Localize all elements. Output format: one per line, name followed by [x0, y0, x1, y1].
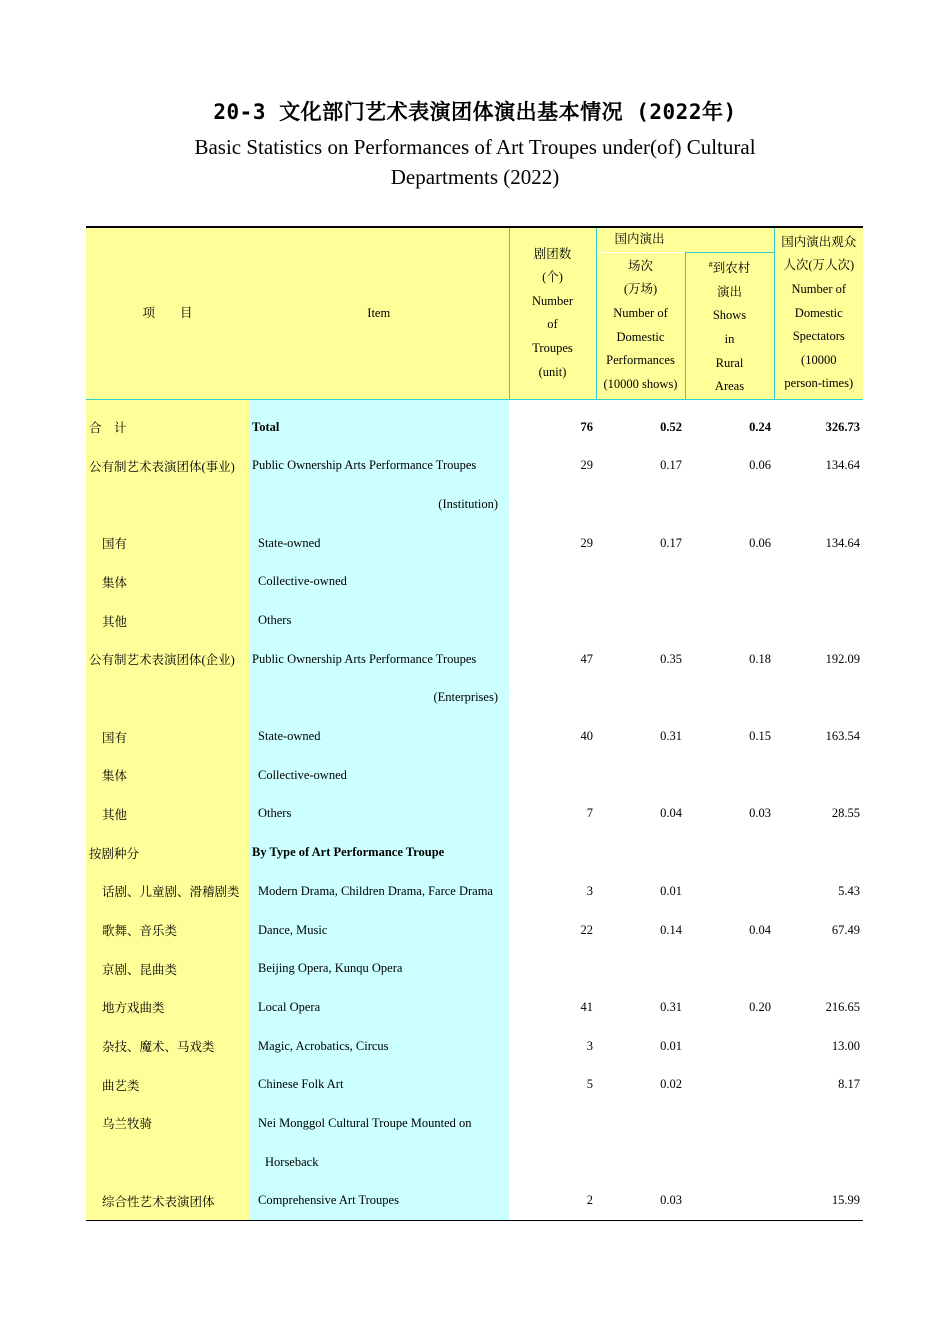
header-troupes-line: 剧团数 [533, 246, 572, 261]
table-row [86, 872, 863, 911]
spectators-cell: 15.99 [774, 1181, 863, 1220]
table-title-english-line1: Basic Statistics on Performances of Art Troupes under(of) Cultural [194, 135, 756, 159]
statistics-table [86, 226, 863, 1221]
performances-cell [596, 1143, 685, 1182]
rural-mark: # [708, 260, 713, 269]
troupes-cell [509, 1104, 596, 1143]
rural-cell: 0.24 [749, 419, 772, 434]
item-en-cell: Total [249, 408, 509, 447]
item-cn-cell [86, 485, 249, 524]
item-cn-cell: 曲艺类 [86, 1065, 249, 1104]
performances-cell: 0.04 [660, 806, 682, 821]
spectators-cell [774, 679, 863, 718]
spectators-cell [774, 562, 863, 601]
item-cn-cell: 国有 [86, 717, 249, 756]
header-spectators-line: Number of [791, 281, 847, 296]
item-cn-cell: 按剧种分 [86, 833, 249, 872]
item-en-cell: Horseback [249, 1143, 509, 1182]
troupes-cell: 29 [580, 535, 593, 550]
item-cn-cell: 集体 [86, 756, 249, 795]
item-en-cell: (Enterprises) [249, 679, 509, 718]
table-row [86, 833, 863, 872]
header-troupes-line: Troupes [532, 340, 573, 355]
troupes-cell [509, 679, 596, 718]
spectators-cell: 13.00 [831, 1038, 861, 1053]
table-row [86, 640, 863, 679]
table-row [86, 601, 863, 640]
item-en-cell: Collective-owned [249, 562, 509, 601]
item-cn-cell: 杂技、魔术、马戏类 [86, 1027, 249, 1066]
item-en-cell: Magic, Acrobatics, Circus [249, 1027, 509, 1066]
table-row [86, 795, 863, 834]
table-row [86, 524, 863, 563]
item-cn-cell: 话剧、儿童剧、滑稽剧类 [86, 872, 249, 911]
item-en-cell: Others [249, 795, 509, 834]
spectators-cell [774, 601, 863, 640]
performances-cell: 0.01 [660, 883, 682, 898]
performances-cell: 0.17 [660, 458, 682, 473]
table-row [86, 1065, 863, 1104]
performances-cell [596, 756, 685, 795]
item-cn-cell: 集体 [86, 562, 249, 601]
spectators-cell [774, 949, 863, 988]
troupes-cell: 7 [586, 806, 593, 821]
header-performances-line: (10000 shows) [603, 376, 678, 391]
spectators-cell [774, 756, 863, 795]
header-troupes-line: of [547, 317, 558, 332]
rural-cell: 0.06 [749, 458, 772, 473]
troupes-cell: 47 [580, 651, 593, 666]
item-cn-cell: 公有制艺术表演团体(事业) [86, 446, 249, 485]
performances-cell [596, 485, 685, 524]
table-row [86, 911, 863, 950]
spectators-cell: 192.09 [825, 651, 861, 666]
item-cn-cell: 乌兰牧骑 [86, 1104, 249, 1143]
item-en-cell: Public Ownership Arts Performance Troupes [249, 640, 509, 679]
item-cn-cell: 其他 [86, 795, 249, 834]
spectators-cell [774, 1143, 863, 1182]
item-en-cell: State-owned [249, 524, 509, 563]
item-cn-cell: 合 计 [86, 408, 249, 447]
spacer-cell [86, 399, 249, 408]
rural-cell [685, 1065, 774, 1104]
table-row [86, 485, 863, 524]
header-rural-line [686, 253, 774, 281]
item-en-cell: Nei Monggol Cultural Troupe Mounted on [249, 1104, 509, 1143]
rural-cell [685, 872, 774, 911]
header-troupes-line: Number [532, 293, 573, 308]
table-row [86, 1027, 863, 1066]
performances-cell: 0.03 [596, 1181, 685, 1220]
table-row [86, 446, 863, 485]
troupes-cell: 3 [586, 883, 593, 898]
item-en-cell: Local Opera [249, 988, 509, 1027]
header-rural-line: in [724, 331, 735, 346]
header-item-en: Item [249, 227, 509, 399]
spectators-cell: 5.43 [838, 883, 861, 898]
spacer-cell [249, 399, 509, 408]
performances-cell: 0.31 [660, 729, 682, 744]
item-en-cell: Dance, Music [249, 911, 509, 950]
header-row [86, 227, 863, 253]
rural-cell: 0.18 [749, 651, 772, 666]
spacer-cell [509, 399, 863, 408]
rural-cell: 0.04 [749, 922, 772, 937]
header-rural-line: Rural [715, 355, 744, 370]
table-row [86, 1181, 863, 1220]
header-spectators-line: 国内演出观众 [781, 234, 857, 249]
table-row [86, 562, 863, 601]
header-spectators [774, 227, 863, 399]
header-performances-line: Performances [606, 353, 675, 368]
spectators-cell: 163.54 [825, 729, 861, 744]
item-en-cell: Collective-owned [249, 756, 509, 795]
rural-cell [685, 833, 774, 872]
spacer-row [86, 399, 863, 408]
troupes-cell [509, 756, 596, 795]
rural-cell: 0.15 [749, 729, 772, 744]
item-cn-cell [86, 1143, 249, 1182]
rural-cell [685, 679, 774, 718]
performances-cell: 0.17 [660, 535, 682, 550]
spectators-cell: 134.64 [825, 535, 861, 550]
item-en-cell: (Institution) [249, 485, 509, 524]
header-spectators-line: Spectators [792, 329, 845, 344]
item-en-cell: Others [249, 601, 509, 640]
performances-cell: 0.01 [660, 1038, 682, 1053]
item-en-cell: Public Ownership Arts Performance Troupes [249, 446, 509, 485]
troupes-cell: 5 [586, 1077, 593, 1092]
table-row [86, 679, 863, 718]
rural-cell: 0.03 [749, 806, 772, 821]
table-body [86, 408, 863, 1221]
item-en-cell: State-owned [249, 717, 509, 756]
performances-cell [596, 833, 685, 872]
header-rural-line: Shows [712, 308, 747, 323]
performances-cell: 0.35 [660, 651, 682, 666]
table-row [86, 717, 863, 756]
troupes-cell: 40 [580, 729, 593, 744]
rural-cell [685, 1104, 774, 1143]
header-rural [685, 253, 774, 400]
header-spectators-line: 人次(万人次) [783, 258, 855, 273]
table-row [86, 1104, 863, 1143]
rural-cell [685, 1027, 774, 1066]
rural-cell: 0.20 [749, 999, 772, 1014]
troupes-cell: 22 [580, 922, 593, 937]
header-troupes-line: (unit) [538, 364, 567, 379]
item-en-cell: Comprehensive Art Troupes [249, 1181, 509, 1220]
table-row [86, 1143, 863, 1182]
performances-cell [596, 679, 685, 718]
item-cn-cell: 公有制艺术表演团体(企业) [86, 640, 249, 679]
performances-cell: 0.02 [660, 1077, 682, 1092]
spectators-cell: 67.49 [831, 922, 861, 937]
table-row [86, 756, 863, 795]
header-performances-line: Domestic [616, 329, 665, 344]
header-rural-text: 到农村 [712, 261, 751, 276]
rural-cell [685, 485, 774, 524]
performances-cell: 0.31 [660, 999, 682, 1014]
performances-cell [596, 601, 685, 640]
rural-cell [685, 1143, 774, 1182]
header-spectators-line: (10000 [801, 352, 837, 367]
item-cn-cell: 京剧、昆曲类 [86, 949, 249, 988]
troupes-cell [509, 601, 596, 640]
header-troupes [509, 227, 596, 399]
troupes-cell: 29 [580, 458, 593, 473]
item-cn-cell: 其他 [86, 601, 249, 640]
table-title-chinese: 20-3 文化部门艺术表演团体演出基本情况 (2022年) [213, 100, 737, 124]
troupes-cell [509, 485, 596, 524]
troupes-cell [509, 562, 596, 601]
header-performances-line: Number of [613, 306, 668, 321]
rural-cell [685, 1181, 774, 1220]
header-item-cn: 项 目 [86, 227, 249, 399]
troupes-cell [509, 1143, 596, 1182]
performances-cell [596, 562, 685, 601]
spectators-cell: 216.65 [825, 999, 861, 1014]
header-performances [596, 253, 685, 400]
troupes-cell: 3 [586, 1038, 593, 1053]
header-rural-line: Areas [714, 379, 745, 394]
header-performances-line: (万场) [623, 282, 658, 297]
item-en-cell: Chinese Folk Art [249, 1065, 509, 1104]
item-en-cell: Modern Drama, Children Drama, Farce Drama [249, 872, 509, 911]
performances-cell: 0.14 [660, 922, 682, 937]
header-rural-line: 演出 [717, 284, 743, 299]
performances-cell [596, 949, 685, 988]
troupes-cell [509, 833, 596, 872]
rural-cell [685, 949, 774, 988]
spectators-cell: 8.17 [838, 1077, 861, 1092]
spectators-cell: 134.64 [825, 458, 861, 473]
header-spectators-line: Domestic [794, 305, 843, 320]
item-cn-cell: 地方戏曲类 [86, 988, 249, 1027]
spectators-cell: 326.73 [825, 419, 861, 434]
spectators-cell [774, 833, 863, 872]
item-en-cell: Beijing Opera, Kunqu Opera [249, 949, 509, 988]
table-row [86, 988, 863, 1027]
table-title-english-line2: Departments (2022) [390, 165, 560, 189]
troupes-cell: 76 [580, 419, 593, 434]
item-cn-cell: 歌舞、音乐类 [86, 911, 249, 950]
header-spectators-line: person-times) [784, 376, 854, 391]
troupes-cell: 41 [580, 999, 593, 1014]
rural-cell [685, 562, 774, 601]
table-row [86, 408, 863, 447]
header-domestic-group: 国内演出 [596, 227, 774, 253]
table-title-english [150, 132, 800, 192]
item-cn-cell: 国有 [86, 524, 249, 563]
header-performances-line: 场次 [627, 258, 653, 273]
rural-cell [685, 601, 774, 640]
troupes-cell: 2 [509, 1181, 596, 1220]
header-troupes-line: (个) [542, 270, 563, 285]
performances-cell [596, 1104, 685, 1143]
item-cn-cell [86, 679, 249, 718]
spectators-cell: 28.55 [831, 806, 861, 821]
rural-cell: 0.06 [749, 535, 772, 550]
performances-cell: 0.52 [660, 419, 682, 434]
spectators-cell [774, 485, 863, 524]
troupes-cell [509, 949, 596, 988]
rural-cell [685, 756, 774, 795]
item-cn-cell: 综合性艺术表演团体 [86, 1181, 249, 1220]
item-en-cell: By Type of Art Performance Troupe [249, 833, 509, 872]
spectators-cell [774, 1104, 863, 1143]
table-row [86, 949, 863, 988]
